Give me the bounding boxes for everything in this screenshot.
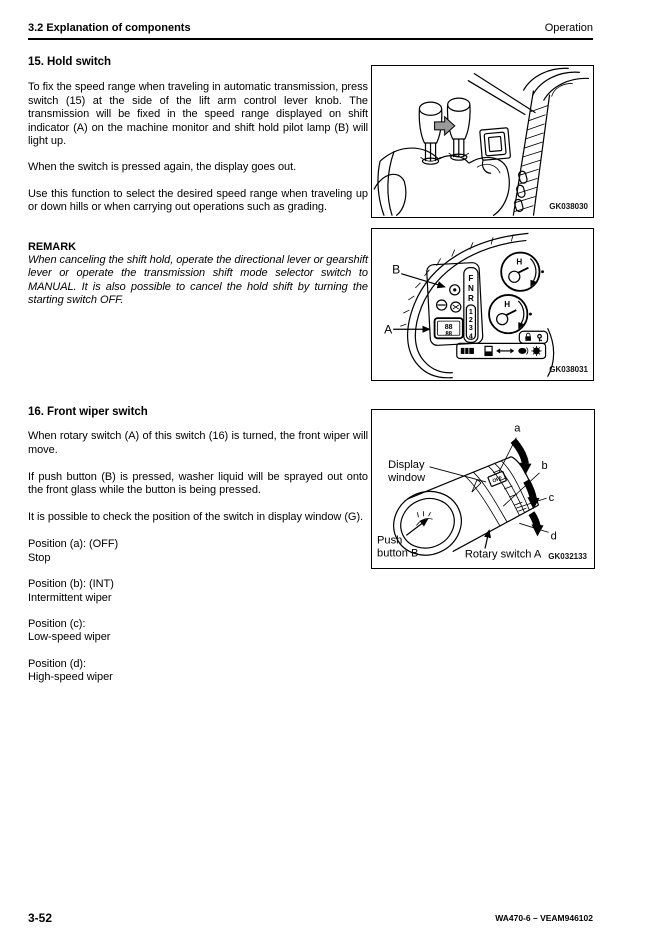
paragraph: Use this function to select the desired speed range when traveling up or down hills or when carrying out operations such as grading. xyxy=(28,187,368,214)
fig2-label-a: A xyxy=(384,322,393,337)
position-desc: Stop xyxy=(28,551,51,564)
figure-caption: GK032133 xyxy=(548,552,587,561)
fig3-pos-b: b xyxy=(541,459,548,472)
paragraph: To fix the speed range when traveling in automatic transmission, press switch (15) at the side of the lift arm control lever knob. The transmission will be fixed in the speed range displayed on shift indicator (A) on the machine monitor and shift hold pilot lamp (B) will light up. xyxy=(28,81,368,148)
paragraph: When the switch is pressed again, the display goes out. xyxy=(28,161,297,174)
fig3-pos-a: a xyxy=(514,422,521,435)
arrow-icon xyxy=(435,117,455,135)
lever-knobs-illustration xyxy=(372,66,593,217)
gear-letter-n: N xyxy=(467,283,474,293)
position-b xyxy=(28,578,368,605)
key-icon xyxy=(538,334,542,341)
remark-text: When canceling the shift hold, operate the directional lever or gearshift lever or operate the transmission shift mode selector switch to MANUAL. It is also possible to cancel the hold shift by turning the starting switch OFF. xyxy=(28,254,368,307)
page-number: 3-52 xyxy=(28,911,53,925)
paragraph: When rotary switch (A) of this switch (16) is turned, the front wiper will move. xyxy=(28,430,368,456)
section-15-heading: 15. Hold switch xyxy=(28,56,111,68)
section-16-heading: 16. Front wiper switch xyxy=(28,406,148,418)
position-desc: Intermittent wiper xyxy=(28,591,112,604)
position-d xyxy=(28,658,368,685)
remark-heading: REMARK xyxy=(28,240,76,253)
display-window-text: OFF xyxy=(491,475,504,485)
fig2-label-b: B xyxy=(392,262,401,277)
section-15 xyxy=(28,56,368,308)
header-chapter: Operation xyxy=(544,22,593,34)
position-label: Position (d): xyxy=(28,657,87,670)
figure-wiper-switch xyxy=(371,409,595,569)
rotary-switch-label: Rotary switch A xyxy=(464,548,542,561)
fig3-pos-c: c xyxy=(548,492,555,505)
padlock-icon xyxy=(525,333,531,341)
fig3-pos-d: d xyxy=(550,530,557,543)
wiper-switch-illustration xyxy=(372,410,594,568)
position-a xyxy=(28,538,368,565)
position-label: Position (a): (OFF) xyxy=(28,538,119,551)
document-code: WA470-6 – VEAM946102 xyxy=(495,913,593,923)
washer-icon xyxy=(416,511,432,525)
figure-machine-monitor xyxy=(371,228,594,381)
buzzer-icon xyxy=(518,347,528,354)
figure-caption: GK038030 xyxy=(549,202,588,211)
push-button-label: button B xyxy=(377,547,419,560)
gear-letter-f: F xyxy=(468,273,474,283)
figure-caption: GK038031 xyxy=(549,365,588,374)
gear-number-1: 1 xyxy=(468,309,473,317)
header-section-title: 3.2 Explanation of components xyxy=(28,22,191,34)
position-desc: High-speed wiper xyxy=(28,671,113,684)
wiper-icon xyxy=(472,480,481,492)
position-c xyxy=(28,618,368,645)
gear-number-3: 3 xyxy=(468,325,473,333)
paragraph: If push button (B) is pressed, washer liquid will be sprayed out onto the front glass while the button is being pressed. xyxy=(28,470,368,497)
fluid-level-icon xyxy=(485,346,492,355)
section-16 xyxy=(28,406,368,698)
header-rule xyxy=(28,38,593,40)
gauge-h-label: H xyxy=(516,257,523,267)
display-window-label: Display xyxy=(388,458,425,471)
rotation-arrow-icon xyxy=(513,441,543,537)
display-window-label: window xyxy=(388,471,426,484)
figure-hold-switch-levers xyxy=(371,65,594,218)
gear-number-2: 2 xyxy=(468,317,473,325)
gear-letter-r: R xyxy=(467,293,474,303)
odometer-icon xyxy=(461,348,474,354)
gauge-h-label: H xyxy=(504,300,511,310)
gear-number-4: 4 xyxy=(468,333,473,341)
seven-segment-digits: 88 xyxy=(445,331,453,338)
push-button-label: Push xyxy=(377,534,403,547)
position-label: Position (c): xyxy=(28,618,86,631)
position-label: Position (b): (INT) xyxy=(28,578,114,591)
double-arrow-icon xyxy=(496,348,514,353)
position-desc: Low-speed wiper xyxy=(28,631,111,644)
paragraph: It is possible to check the position of the switch in display window (G). xyxy=(28,511,364,524)
monitor-panel-illustration xyxy=(372,229,593,380)
gear-icon xyxy=(531,346,541,356)
seven-segment-digits: 88 xyxy=(444,324,453,332)
